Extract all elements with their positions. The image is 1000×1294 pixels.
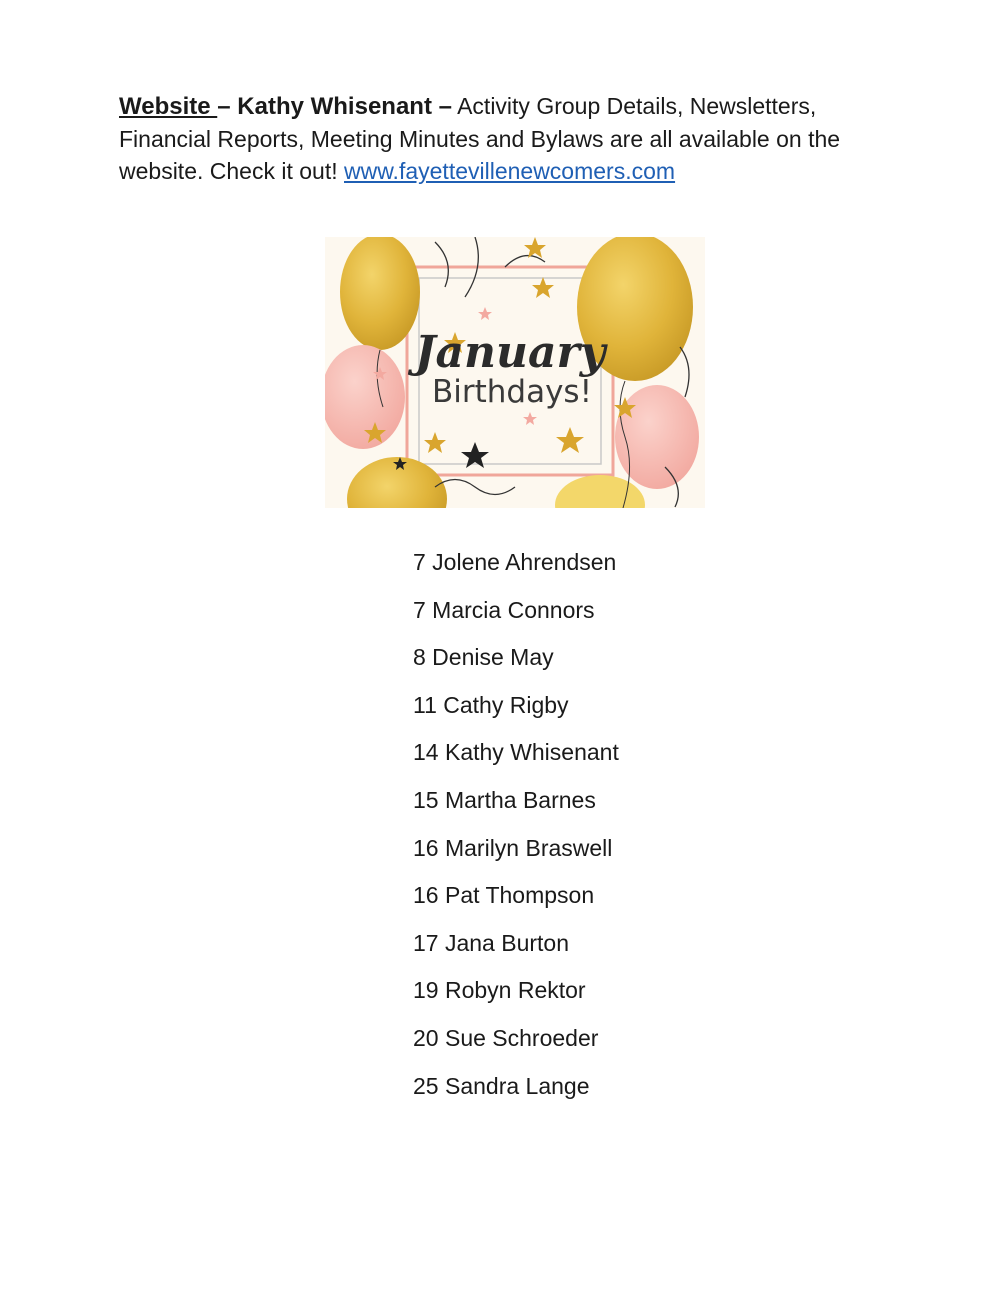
- heading-dash-2: –: [431, 93, 452, 120]
- banner-illustration: [325, 237, 705, 508]
- intro-heading: [119, 93, 452, 120]
- list-item: 7 Jolene Ahrendsen: [413, 549, 617, 575]
- list-item: 16 Marilyn Braswell: [413, 834, 613, 861]
- list-item: 15 Martha Barnes: [413, 786, 596, 813]
- pink-balloon-right: [615, 385, 699, 489]
- intro-body: Activity Group Details, Newsletters, Financial Reports, Meeting Minutes and Bylaws are all available on the website. Check it out!: [119, 93, 841, 184]
- gold-balloon-top-left: [340, 237, 420, 350]
- birthday-list: [413, 545, 619, 1116]
- list-item: 11 Cathy Rigby: [413, 691, 569, 718]
- website-link[interactable]: www.fayettevillenewcomers.com: [344, 158, 676, 184]
- january-birthdays-banner: [325, 237, 705, 508]
- list-item: 16 Pat Thompson: [413, 882, 595, 909]
- website-paragraph: [119, 90, 899, 187]
- heading-dash: –: [217, 93, 238, 120]
- banner-script-text: January: [414, 327, 606, 378]
- list-item: 17 Jana Burton: [413, 929, 570, 956]
- list-item: 19 Robyn Rektor: [413, 977, 586, 1004]
- list-item: 20 Sue Schroeder: [413, 1024, 599, 1051]
- list-item: 7 Marcia Connors: [413, 596, 595, 623]
- banner-sub-text: Birthdays!: [431, 374, 593, 410]
- list-item: 25 Sandra Lange: [413, 1072, 590, 1099]
- website-heading-word: Website: [119, 93, 218, 120]
- contact-name: Kathy Whisenant: [237, 93, 432, 120]
- list-item: 8 Denise May: [413, 644, 554, 671]
- list-item: 14 Kathy Whisenant: [413, 739, 619, 766]
